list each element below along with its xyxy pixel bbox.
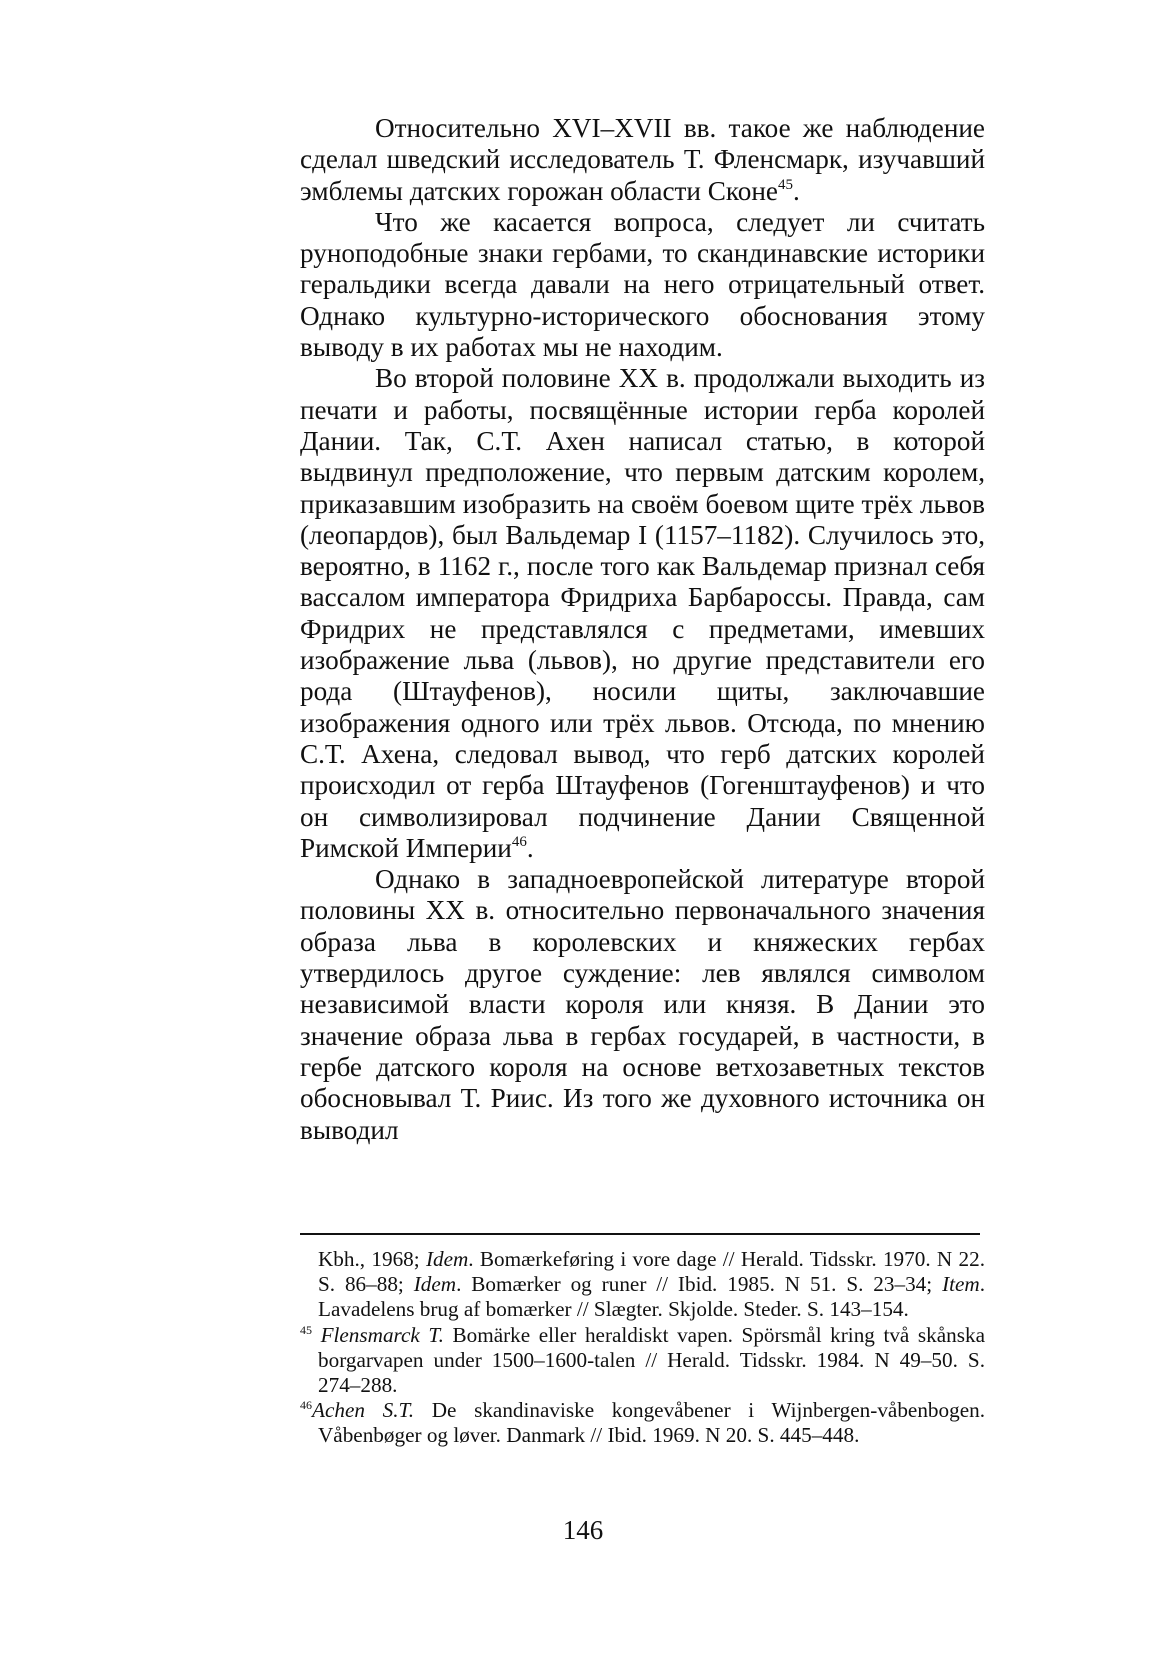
footnote-ref-46[interactable]: 46 [511, 833, 527, 850]
footnote-45-number: 45 [300, 1322, 312, 1337]
paragraph-1-text: Относительно XVI–XVII вв. такое же наблюдение сделал шведский исследователь Т. Фленсмарк, изучавший эмблемы датских горожан области Сконе [300, 113, 985, 206]
footnote-cont-text-4: . Lavadelens brug af bomærker // Slægter. Skjolde. Steder. S. 143–154. [318, 1272, 986, 1322]
footnote-46-number: 46 [300, 1398, 312, 1413]
footnote-continuation [318, 1247, 985, 1323]
paragraph-3-end: . [526, 832, 534, 863]
paragraph-2: Что же касается вопроса, следует ли считать руноподобные знаки гербами, то скандинавские историки геральдики всегда давали на него отрицательный ответ. Однако культурно-исторического обоснования этому выводу в их работах мы не находим. [300, 206, 985, 363]
footnote-ref-45[interactable]: 45 [777, 176, 793, 193]
footnote-46-author: Achen S.T. [312, 1398, 415, 1423]
footnote-divider [300, 1233, 980, 1235]
paragraph-1 [300, 113, 985, 207]
footnote-45-text: Bomärke eller heraldiskt vapen. Spörsmål kring två skånska borgarvapen under 1500–1600-talen // Herald. Tidsskr. 1984. N 49–50. S. 274–288. [318, 1322, 985, 1398]
footnote-cont-item: Item [942, 1272, 980, 1297]
footnote-cont-text-3: . Bomærker og runer // Ibid. 1985. N 51. S. 23–34; [456, 1272, 943, 1297]
footnote-46-text: De skandinaviske kongevåbener i Wijnbergen-våbenbogen. Våbenbøger og løver. Danmark // Ibid. 1969. N 20. S. 445–448. [318, 1398, 985, 1448]
main-text [300, 113, 985, 1146]
footnote-45-author: Flensmarck T. [320, 1322, 444, 1347]
footnote-cont-text-2: . Bomærkeføring i vore dage // Herald. Tidsskr. 1970. N 22. S. 86–88; [318, 1247, 985, 1297]
footnote-45 [300, 1322, 985, 1399]
footnote-cont-idem-2: Idem [413, 1272, 457, 1297]
footnote-cont-text-1: Kbh., 1968; [318, 1247, 426, 1271]
footnote-cont-idem-1: Idem [425, 1247, 469, 1271]
footnote-46 [300, 1398, 985, 1448]
page-number: 146 [562, 1515, 604, 1545]
footnotes [300, 1247, 985, 1449]
paragraph-3-text: Во второй половине XX в. продолжали выходить из печати и работы, посвящённые истории герба королей Дании. Так, С.Т. Ахен написал статью, в которой выдвинул предположение, что первым датским королем, приказавшим изобразить на своём боевом щите трёх львов (леопардов), был Вальдемар I (1157–1182). Случилось это, вероятно, в 1162 г., после того как Вальдемар признал себя вассалом императора Фридриха Барбароссы. Правда, сам Фридрих не представлялся с предметами, имевших изображение льва (львов), но другие представители его рода (Штауфенов), носили щиты, заключавшие изображения одного или трёх львов. Отсюда, по мнению С.Т. Ахена, следовал вывод, что герб датских королей происходил от герба Штауфенов (Гогенштауфенов) и что он символизировал подчинение Дании Священной Римской Империи [300, 363, 985, 863]
paragraph-1-end: . [792, 175, 800, 206]
paragraph-4: Однако в западноевропейской литературе второй половины XX в. относительно первоначального значения образа льва в королевских и княжеских гербах утвердилось другое суждение: лев являлся символом независимой власти короля или князя. В Дании это значение образа льва в гербах государей, в частности, в гербе датского короля на основе ветхозаветных текстов обосновывал Т. Риис. Из того же духовного источника он выводил [300, 864, 985, 1145]
paragraph-3 [300, 363, 985, 864]
